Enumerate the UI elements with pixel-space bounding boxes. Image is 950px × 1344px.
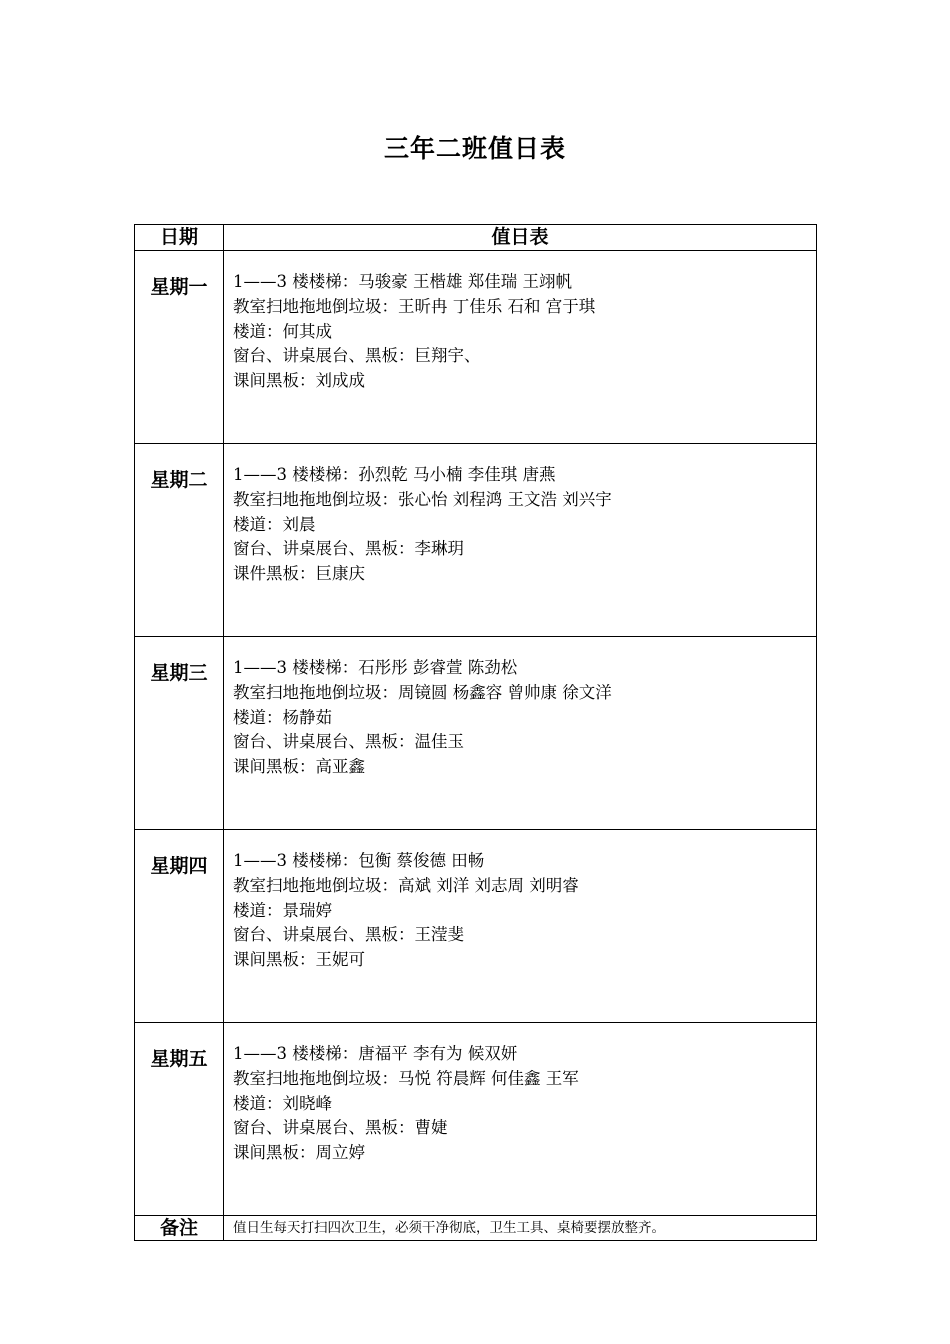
duty-stairs: 1——3 楼楼梯：唐福平 李有为 候双妍 (233, 1044, 518, 1063)
duty-stairs: 1——3 楼楼梯：马骏豪 王楷雄 郑佳瑞 王翊帆 (233, 272, 572, 291)
duty-content (224, 251, 817, 444)
duty-content (224, 1023, 817, 1216)
table-row-thursday (135, 830, 817, 1023)
note-label: 备注 (135, 1216, 224, 1241)
duty-stairs: 1——3 楼楼梯：孙烈乾 马小楠 李佳琪 唐燕 (233, 465, 556, 484)
duty-corridor: 楼道：景瑞婷 (233, 900, 332, 920)
header-day: 日期 (135, 225, 224, 251)
duty-classroom: 教室扫地拖地倒垃圾：高斌 刘洋 刘志周 刘明睿 (233, 875, 579, 895)
duty-blackboard: 课间黑板：高亚鑫 (233, 757, 365, 777)
duty-content (224, 444, 817, 637)
duty-windowsill: 窗台、讲桌展台、黑板：曹婕 (233, 1118, 448, 1138)
table-row-monday (135, 251, 817, 444)
page-title: 三年二班值日表 (383, 134, 566, 163)
duty-content (224, 637, 817, 830)
duty-classroom: 教室扫地拖地倒垃圾：马悦 符晨辉 何佳鑫 王军 (233, 1068, 579, 1088)
duty-corridor: 楼道：刘晨 (233, 514, 316, 534)
duty-windowsill: 窗台、讲桌展台、黑板：王滢斐 (233, 925, 464, 945)
duty-classroom: 教室扫地拖地倒垃圾：张心怡 刘程鸿 王文浩 刘兴宇 (233, 489, 612, 509)
duty-blackboard: 课件黑板：巨康庆 (233, 564, 365, 584)
duty-corridor: 楼道：何其成 (233, 321, 332, 341)
duty-content (224, 830, 817, 1023)
day-label: 星期三 (135, 637, 224, 830)
duty-stairs: 1——3 楼楼梯：石彤彤 彭睿萱 陈劲松 (233, 658, 518, 677)
duty-classroom: 教室扫地拖地倒垃圾：周镜圆 杨鑫容 曾帅康 徐文洋 (233, 682, 612, 702)
duty-table (134, 224, 817, 1241)
duty-corridor: 楼道：杨静茹 (233, 707, 332, 727)
day-label: 星期五 (135, 1023, 224, 1216)
duty-blackboard: 课间黑板：王妮可 (233, 950, 365, 970)
note-text: 值日生每天打扫四次卫生，必须干净彻底，卫生工具、桌椅要摆放整齐。 (224, 1216, 817, 1241)
duty-blackboard: 课间黑板：周立婷 (233, 1143, 365, 1163)
table-header-row (135, 225, 817, 251)
table-row-friday (135, 1023, 817, 1216)
table-row-tuesday (135, 444, 817, 637)
day-label: 星期二 (135, 444, 224, 637)
table-row-note (135, 1216, 817, 1241)
table-row-wednesday (135, 637, 817, 830)
duty-blackboard: 课间黑板：刘成成 (233, 371, 365, 391)
day-label: 星期四 (135, 830, 224, 1023)
day-label: 星期一 (135, 251, 224, 444)
duty-windowsill: 窗台、讲桌展台、黑板：温佳玉 (233, 732, 464, 752)
duty-windowsill: 窗台、讲桌展台、黑板：李琳玥 (233, 539, 464, 559)
duty-windowsill: 窗台、讲桌展台、黑板：巨翔宇、 (233, 346, 481, 366)
duty-classroom: 教室扫地拖地倒垃圾：王昕冉 丁佳乐 石和 宫于琪 (233, 296, 596, 316)
header-content: 值日表 (224, 225, 817, 251)
duty-stairs: 1——3 楼楼梯：包衡 蔡俊德 田畅 (233, 851, 485, 870)
duty-corridor: 楼道：刘晓峰 (233, 1093, 332, 1113)
